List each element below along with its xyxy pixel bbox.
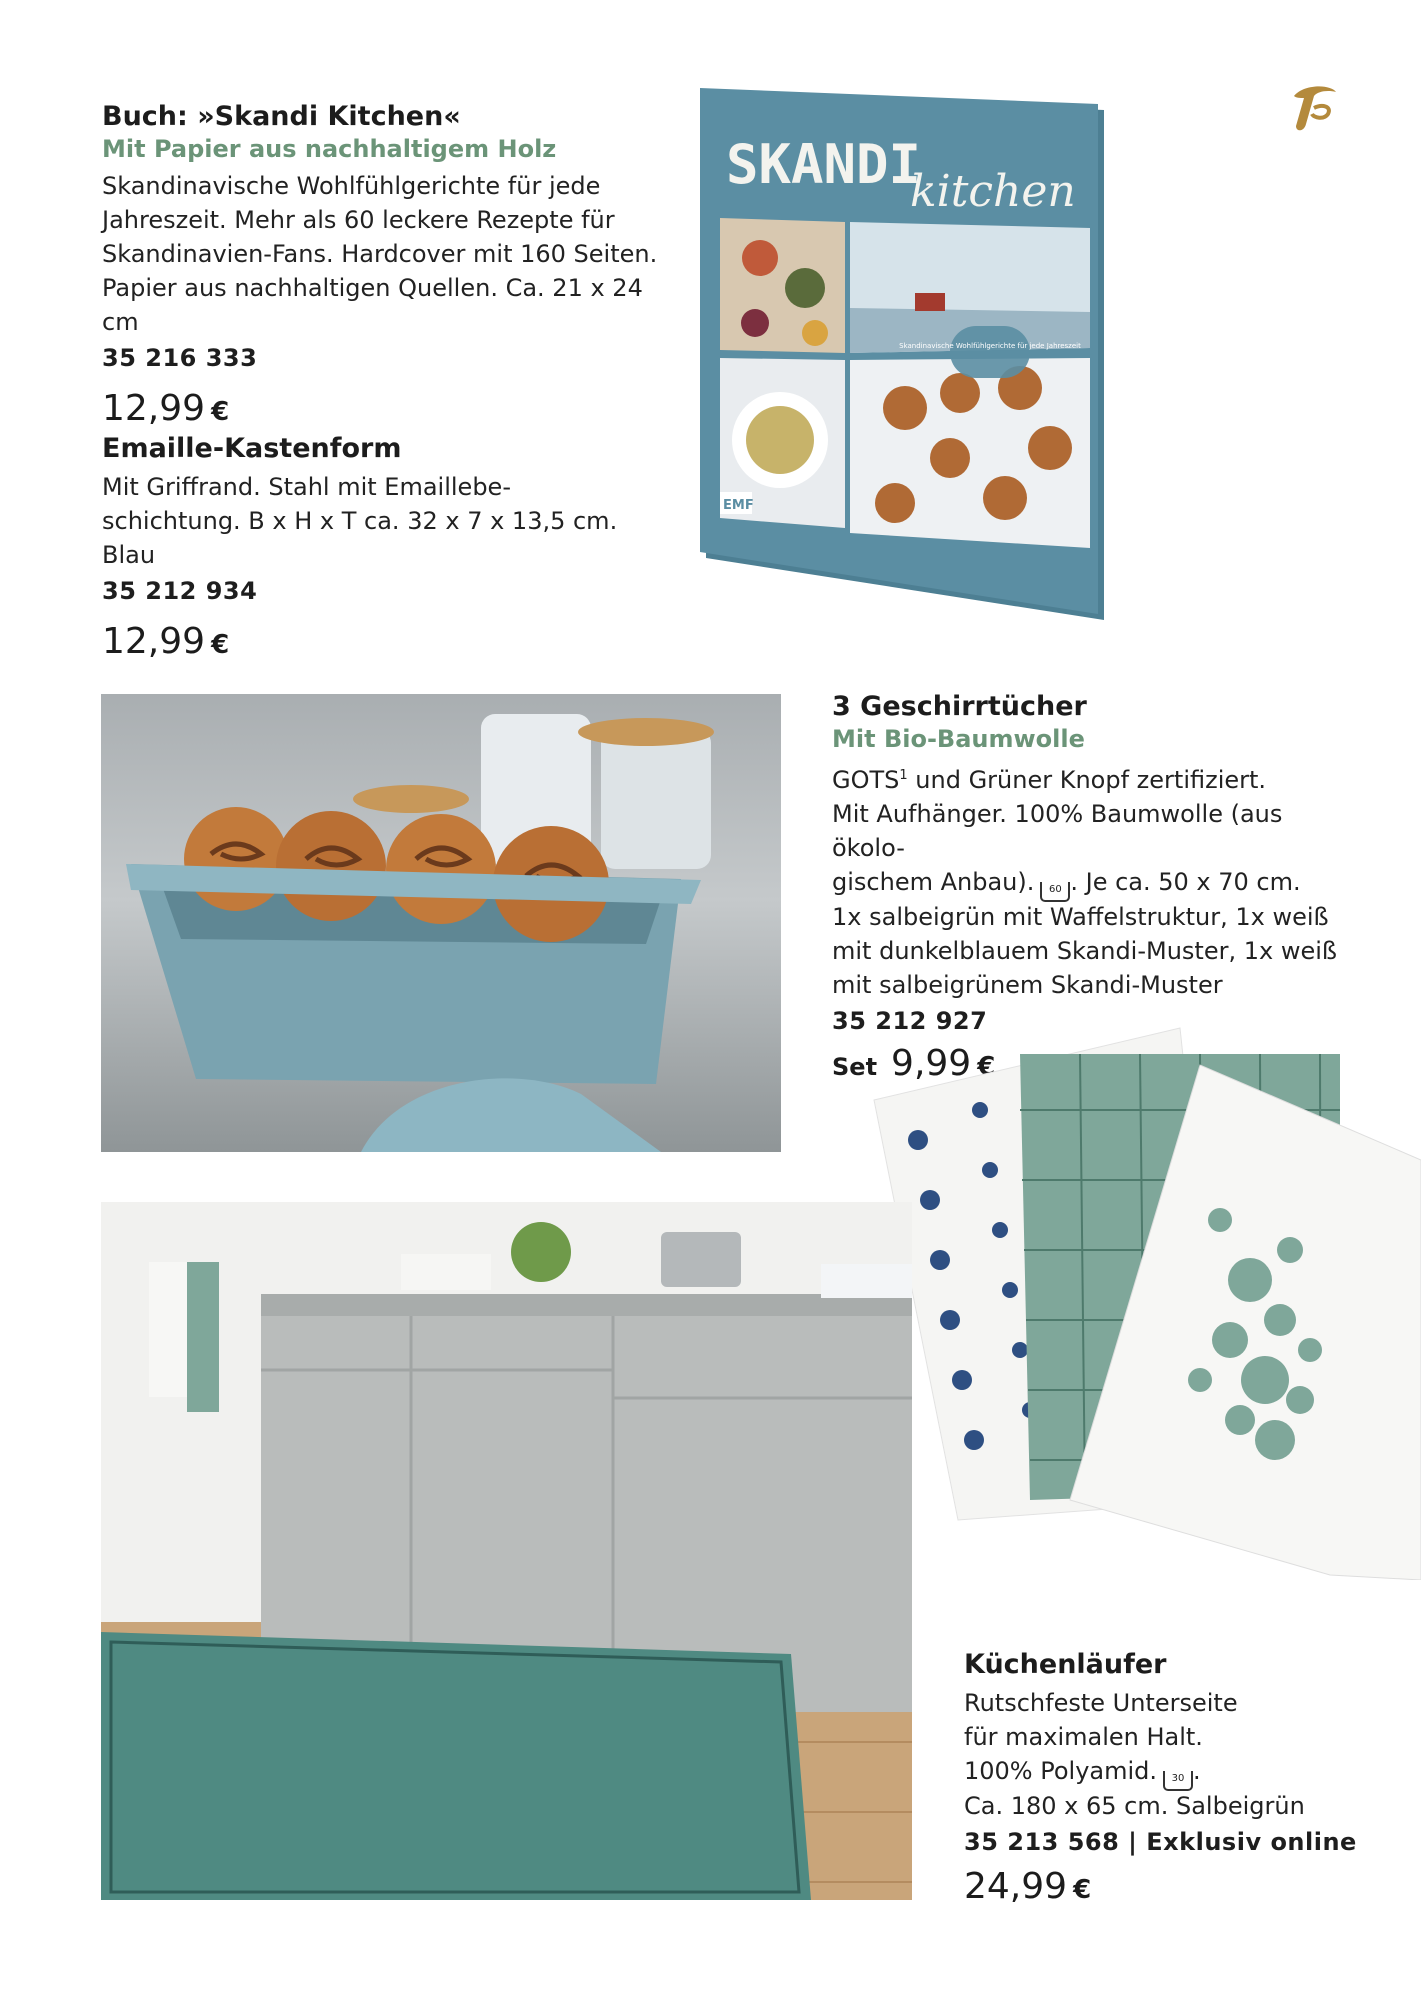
product-subtitle: Mit Bio-Baumwolle — [832, 724, 1085, 753]
product-loaf-pan — [102, 432, 662, 665]
article-number: 35 212 927 — [832, 1006, 988, 1035]
product-title: Küchenläufer — [964, 1649, 1167, 1680]
kitchen-runner-photo — [101, 1202, 912, 1900]
cover-badge-text: Skandinavische Wohlfühlgerichte für jede Jahreszeit — [899, 342, 1081, 350]
article-number: 35 212 934 — [102, 576, 258, 605]
product-book — [102, 100, 662, 432]
price: 12,99 € — [102, 387, 230, 429]
product-runner — [964, 1648, 1384, 1910]
towels-photo — [870, 1020, 1421, 1580]
product-description: Skandinavische Wohlfühlgerichte für jede Jahreszeit. Mehr als 60 leckere Rezepte für Skandinavien-Fans. Hardcover mit 160 Seiten. Papier aus nachhaltigen Quellen. Ca. 21 x 24 cm — [102, 171, 658, 336]
book-cover-image — [700, 88, 1110, 620]
product-description: Rutschfeste Unterseite für maximalen Halt. 100% Polyamid. 30 . Ca. 180 x 65 cm. Salbeigrün — [964, 1688, 1305, 1820]
article-number: 35 213 568 | Exklusiv online — [964, 1827, 1357, 1856]
product-title: Buch: »Skandi Kitchen« — [102, 101, 461, 132]
loaf-pan-photo — [101, 694, 781, 1152]
product-title: 3 Geschirrtücher — [832, 691, 1087, 722]
price: 12,99 € — [102, 620, 230, 662]
price: 24,99 € — [964, 1865, 1092, 1907]
wash-60-icon: 60 — [1040, 882, 1070, 902]
wash-30-icon: 30 — [1163, 1771, 1193, 1791]
product-description: Mit Griffrand. Stahl mit Emaillebe- schichtung. B x H x T ca. 32 x 7 x 13,5 cm. Blau — [102, 472, 618, 569]
cover-script-title: kitchen — [910, 166, 1076, 217]
product-title: Emaille-Kastenform — [102, 433, 402, 464]
article-number: 35 216 333 — [102, 343, 258, 372]
product-subtitle: Mit Papier aus nachhaltigem Holz — [102, 134, 557, 163]
product-description: GOTS$^1$ und Grüner Knopf zertifiziert. Mit Aufhänger. 100% Baumwolle (aus ökolo- gischem Anbau). 60 . Je ca. 50 x 70 cm. 1x salbeigrün mit Waffelstruktur, 1x weiß mit dunkelblauem Skandi-Muster, 1x weiß mit salbeigrünem Skandi-Muster — [832, 765, 1338, 999]
cover-title: SKANDI — [726, 133, 922, 196]
brand-logo — [1284, 78, 1344, 138]
price: Set 9,99 € — [832, 1042, 996, 1084]
cover-publisher: EMF — [723, 498, 754, 513]
